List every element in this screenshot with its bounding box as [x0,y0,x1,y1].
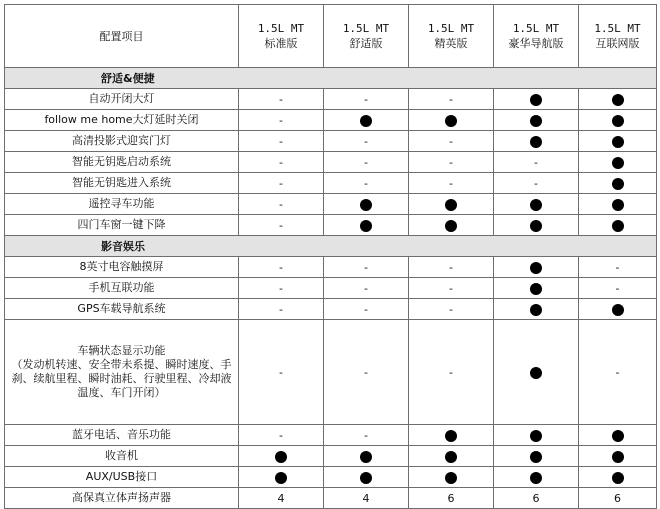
availability-cell [324,467,409,488]
trim-header [409,5,494,68]
table-row [5,425,657,446]
feature-name [5,467,239,488]
not-available-dash: - [364,92,368,106]
availability-cell [409,152,494,173]
section-title: 舒适&便捷 [5,68,657,89]
feature-label: 高清投影式迎宾门灯 [72,134,171,147]
availability-cell [239,278,324,299]
feature-label: 智能无钥匙进入系统 [72,176,171,189]
not-available-dash: - [364,428,368,442]
table-row [5,488,657,509]
availability-cell [239,320,324,425]
feature-name [5,152,239,173]
feature-label: 8英寸电容触摸屏 [79,260,164,273]
availability-cell [494,278,579,299]
availability-cell [494,131,579,152]
feature-label: 智能无钥匙启动系统 [72,155,171,168]
section-header-row [5,236,657,257]
availability-cell [579,131,657,152]
availability-cell [324,257,409,278]
availability-cell [324,425,409,446]
availability-cell [409,278,494,299]
table-row [5,110,657,131]
availability-cell [324,488,409,509]
count-value: 6 [532,491,540,505]
availability-cell [409,446,494,467]
availability-cell [494,215,579,236]
standard-dot-icon [445,199,457,211]
standard-dot-icon [445,115,457,127]
not-available-dash: - [449,92,453,106]
availability-cell [579,467,657,488]
availability-cell [324,89,409,110]
not-available-dash: - [615,281,620,295]
standard-dot-icon [275,451,287,463]
spec-body [5,68,657,509]
standard-dot-icon [445,220,457,232]
section-title: 影音娱乐 [5,236,657,257]
availability-cell [579,425,657,446]
trim-name: 精英版 [434,37,468,50]
availability-cell [409,194,494,215]
availability-cell [239,425,324,446]
not-available-dash: - [364,260,368,274]
availability-cell [579,215,657,236]
availability-cell [324,320,409,425]
standard-dot-icon [530,199,542,211]
availability-cell [409,467,494,488]
section-header-row [5,68,657,89]
availability-cell [494,194,579,215]
availability-cell [494,299,579,320]
availability-cell [324,215,409,236]
availability-cell [409,173,494,194]
feature-column-header: 配置项目 [5,5,239,68]
not-available-dash: - [279,92,283,106]
standard-dot-icon [360,115,372,127]
feature-name [5,278,239,299]
availability-cell [409,110,494,131]
standard-dot-icon [612,136,624,148]
not-available-dash: - [279,134,283,148]
not-available-dash: - [449,281,453,295]
feature-name [5,131,239,152]
availability-cell [409,488,494,509]
trim-header [239,5,324,68]
feature-label: GPS车载导航系统 [77,302,166,315]
standard-dot-icon [612,304,624,316]
feature-name [5,446,239,467]
feature-label: AUX/USB接口 [85,470,158,483]
feature-name [5,299,239,320]
not-available-dash: - [449,134,453,148]
feature-name [5,110,239,131]
standard-dot-icon [530,451,542,463]
availability-cell [239,446,324,467]
table-row [5,173,657,194]
availability-cell [409,131,494,152]
standard-dot-icon [530,94,542,106]
not-available-dash: - [449,176,453,190]
availability-cell [494,488,579,509]
availability-cell [324,131,409,152]
not-available-dash: - [364,302,368,316]
availability-cell [409,89,494,110]
not-available-dash: - [279,218,283,232]
availability-cell [494,152,579,173]
count-value: 4 [277,491,285,505]
trim-name: 舒适版 [349,37,383,50]
standard-dot-icon [530,472,542,484]
availability-cell [494,89,579,110]
availability-cell [409,299,494,320]
availability-cell [579,152,657,173]
standard-dot-icon [360,472,372,484]
standard-dot-icon [360,451,372,463]
table-row [5,215,657,236]
availability-cell [239,173,324,194]
table-row [5,131,657,152]
table-row [5,152,657,173]
standard-dot-icon [612,199,624,211]
feature-name [5,194,239,215]
availability-cell [579,89,657,110]
trim-header [324,5,409,68]
standard-dot-icon [530,304,542,316]
availability-cell [239,131,324,152]
feature-label: 蓝牙电话、音乐功能 [72,428,171,441]
feature-name [5,215,239,236]
not-available-dash: - [534,176,538,190]
trim-engine: 1.5L MT [342,22,390,35]
standard-dot-icon [445,451,457,463]
standard-dot-icon [612,157,624,169]
availability-cell [494,320,579,425]
standard-dot-icon [612,430,624,442]
not-available-dash: - [279,176,283,190]
not-available-dash: - [279,428,283,442]
trim-name: 豪华导航版 [508,37,564,50]
trim-engine: 1.5L MT [512,22,560,35]
table-row [5,257,657,278]
not-available-dash: - [279,113,283,127]
table-row [5,278,657,299]
feature-name [5,89,239,110]
not-available-dash: - [449,260,453,274]
trim-engine: 1.5L MT [594,22,641,35]
table-row [5,89,657,110]
table-row [5,320,657,425]
standard-dot-icon [530,136,542,148]
availability-cell [579,446,657,467]
not-available-dash: - [449,365,453,379]
standard-dot-icon [360,220,372,232]
feature-label: follow me home大灯延时关闭 [44,113,199,126]
not-available-dash: - [364,176,368,190]
standard-dot-icon [530,220,542,232]
table-row [5,446,657,467]
availability-cell [494,467,579,488]
spec-table [4,4,657,509]
feature-label: 四门车窗一键下降 [77,218,166,231]
feature-name [5,257,239,278]
feature-label: 高保真立体声扬声器 [72,491,171,504]
availability-cell [239,257,324,278]
standard-dot-icon [612,451,624,463]
count-value: 6 [614,491,621,505]
not-available-dash: - [449,302,453,316]
header-row [5,5,657,68]
standard-dot-icon [612,178,624,190]
standard-dot-icon [612,115,624,127]
feature-label: 自动开闭大灯 [88,92,155,105]
availability-cell [324,278,409,299]
availability-cell [324,152,409,173]
availability-cell [324,446,409,467]
availability-cell [494,425,579,446]
standard-dot-icon [612,220,624,232]
feature-label: 车辆状态显示功能 （发动机转速、安全带未系提、瞬时速度、手刹、续航里程、瞬时油耗、行驶里程、冷却液温度、车门开闭） [11,344,232,399]
standard-dot-icon [530,367,542,379]
availability-cell [239,215,324,236]
feature-label: 收音机 [105,449,138,462]
feature-name [5,425,239,446]
not-available-dash: - [364,281,368,295]
feature-label: 遥控寻车功能 [88,197,155,210]
availability-cell [239,110,324,131]
availability-cell [409,215,494,236]
not-available-dash: - [279,281,283,295]
not-available-dash: - [615,365,620,379]
not-available-dash: - [279,197,283,211]
table-row [5,299,657,320]
trim-header [579,5,657,68]
availability-cell [324,299,409,320]
standard-dot-icon [530,115,542,127]
availability-cell [579,257,657,278]
availability-cell [239,488,324,509]
feature-label: 手机互联功能 [88,281,155,294]
not-available-dash: - [279,302,283,316]
availability-cell [494,446,579,467]
availability-cell [494,173,579,194]
feature-name [5,488,239,509]
not-available-dash: - [449,155,453,169]
availability-cell [579,194,657,215]
availability-cell [324,173,409,194]
standard-dot-icon [275,472,287,484]
availability-cell [239,194,324,215]
not-available-dash: - [279,260,283,274]
standard-dot-icon [445,472,457,484]
availability-cell [239,152,324,173]
availability-cell [494,257,579,278]
count-value: 6 [447,491,455,505]
table-row [5,194,657,215]
availability-cell [579,278,657,299]
trim-name: 标准版 [264,37,298,50]
not-available-dash: - [364,365,368,379]
not-available-dash: - [364,134,368,148]
trim-name: 互联网版 [595,37,640,50]
availability-cell [409,425,494,446]
not-available-dash: - [364,155,368,169]
availability-cell [409,320,494,425]
availability-cell [409,257,494,278]
not-available-dash: - [534,155,538,169]
standard-dot-icon [530,430,542,442]
standard-dot-icon [360,199,372,211]
availability-cell [579,299,657,320]
availability-cell [324,194,409,215]
availability-cell [579,488,657,509]
standard-dot-icon [612,472,624,484]
standard-dot-icon [530,262,542,274]
trim-engine: 1.5L MT [257,22,305,35]
table-row [5,467,657,488]
availability-cell [239,89,324,110]
standard-dot-icon [530,283,542,295]
availability-cell [579,173,657,194]
not-available-dash: - [615,260,620,274]
availability-cell [324,110,409,131]
trim-engine: 1.5L MT [427,22,475,35]
availability-cell [494,110,579,131]
trim-header [494,5,579,68]
not-available-dash: - [279,155,283,169]
not-available-dash: - [279,365,283,379]
feature-name [5,173,239,194]
feature-name [5,320,239,425]
availability-cell [239,467,324,488]
standard-dot-icon [612,94,624,106]
availability-cell [579,110,657,131]
count-value: 4 [362,491,370,505]
standard-dot-icon [445,430,457,442]
availability-cell [239,299,324,320]
availability-cell [579,320,657,425]
